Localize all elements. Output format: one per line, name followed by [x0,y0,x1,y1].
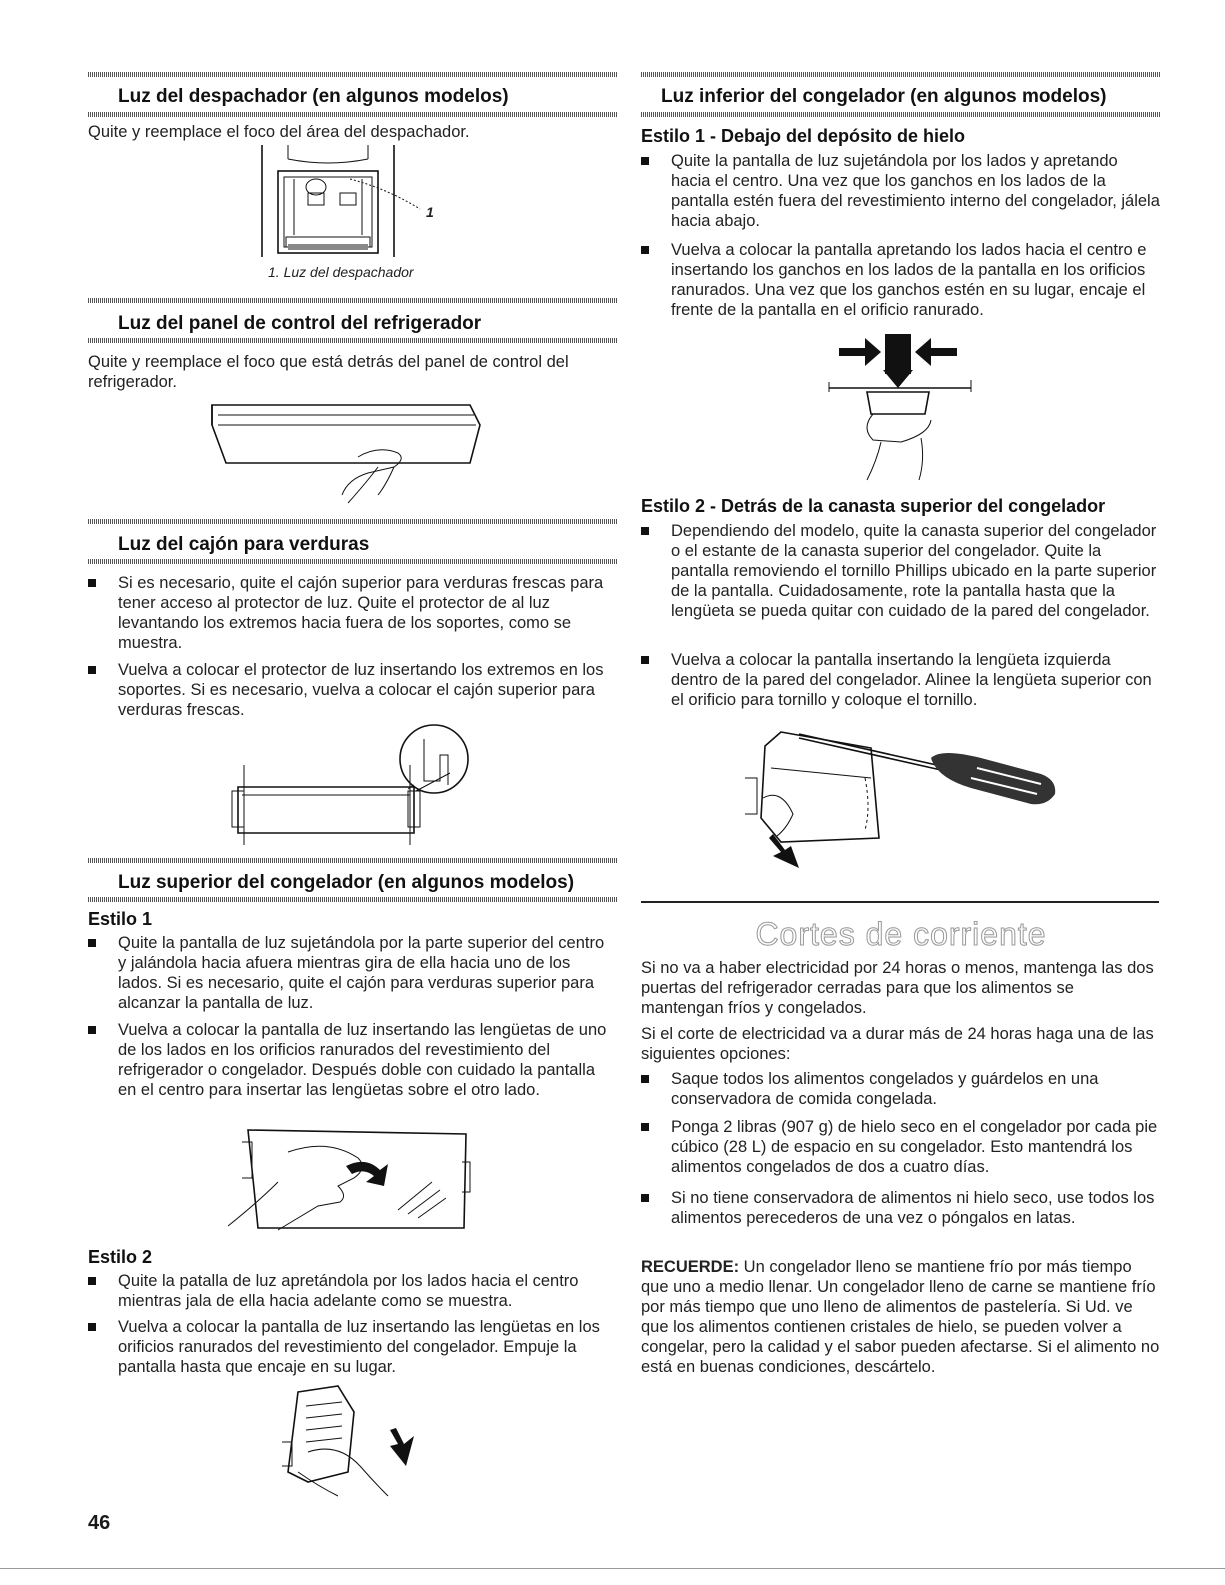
dispenser-light-text: Quite y reemplace el foco del área del despachador. [88,123,470,141]
right-column [641,0,1161,1585]
freezer-bottom-style1-bullet-1: Quite la pantalla de luz sujetándola por los lados y apretando hacia el centro. Una vez que los ganchos en los lados de la pantalla estén fuera del revestimiento interno del congelador, jálela hacia abajo. [641,151,1161,231]
section-divider [641,901,1159,903]
section-rule [641,72,1161,77]
power-outage-bullet-1: Saque todos los alimentos congelados y guárdelos en una conservadora de comida congelada. [641,1069,1161,1109]
freezer-top-style1-bullet-2: Vuelva a colocar la pantalla de luz insertando las lengüetas de uno de los lados en los orificios ranurados del revestimiento del refrigerador o congelador. Después doble con cuidado la pantalla en el centro para insertar las lengüetas sobre el otro lado. [88,1020,608,1100]
power-outage-remember [641,1257,1161,1377]
control-panel-illustration [208,395,488,515]
power-outage-title: Cortes de corriente [755,916,1047,952]
remember-text: Un congelador lleno se mantiene frío por más tiempo que uno a medio llenar. Un congelador lleno de carne se mantiene frío por más tiempo que uno lleno de alimentos de pastelería. Si Ud. ve que los alimentos contienen cristales de hielo, se pueden volver a congelar, pero la calidad y el sabor pueden afectarse. Si el alimento no está en buenas condiciones, descártelo. [641,1258,1160,1376]
freezer-bottom-style2-bullet-1: Dependiendo del modelo, quite la canasta superior del congelador o el estante de la canasta superior del congelador. Quite la pantalla removiendo el tornillo Phillips ubicado en la parte superior de la pantalla. Cuidadosamente, rote la pantalla hasta que la lengüeta se pueda quitar con cuidado de la pared del congelador. [641,521,1161,621]
freezer-top-light-title: Luz superior del congelador (en algunos modelos) [118,872,575,893]
section-rule [88,897,618,902]
power-outage-bullet-3: Si no tiene conservadora de alimentos ni hielo seco, use todos los alimentos perecederos de una vez o póngalos en latas. [641,1188,1161,1228]
dispenser-caption: 1. Luz del despachador [268,264,414,280]
section-rule [88,519,618,524]
section-rule [88,72,618,77]
section-rule [88,298,618,303]
section-rule [88,559,618,564]
freezer-bottom-light-title: Luz inferior del congelador (en algunos modelos) [661,86,1107,107]
section-rule [88,112,618,117]
page-bottom-rule [0,1568,1225,1569]
left-column [88,0,618,1585]
crisper-bullet-1: Si es necesario, quite el cajón superior para verduras frescas para tener acceso al protector de luz. Quite el protector de al luz levantando los extremos hacia fuera de los soportes, como se muestra. [88,573,608,653]
freezer-top-style2-illustration [278,1382,418,1502]
section-rule [88,338,618,343]
power-outage-paragraph-2: Si el corte de electricidad va a durar más de 24 horas haga una de las siguientes opciones: [641,1025,1154,1063]
freezer-bottom-style2-title: Estilo 2 - Detrás de la canasta superior del congelador [641,496,1106,516]
freezer-top-style1-bullet-1: Quite la pantalla de luz sujetándola por la parte superior del centro y jalándola hacia afuera mientras gira de ella hacia uno de los lados. Si es necesario, quite el cajón para verduras superior para alcanzar la pantalla de luz. [88,933,608,1013]
remember-label: RECUERDE: [641,1258,740,1276]
freezer-bottom-style1-title: Estilo 1 - Debajo del depósito de hielo [641,126,966,146]
freezer-bottom-style2-illustration [741,718,1071,888]
freezer-top-style2-bullet-1: Quite la patalla de luz apretándola por los lados hacia el centro mientras jala de ella hacia adelante como se muestra. [88,1271,608,1311]
power-outage-paragraph-1: Si no va a haber electricidad por 24 horas o menos, mantenga las dos puertas del refrigerador cerradas para que los alimentos se mantengan fríos y congelados. [641,959,1154,1017]
freezer-top-style2-bullet-2: Vuelva a colocar la pantalla de luz insertando las lengüetas en los orificios ranurados del revestimiento del congelador. Empuje la pantalla hasta que encaje en su lugar. [88,1317,608,1377]
section-rule [88,858,618,863]
freezer-bottom-style1-bullet-2: Vuelva a colocar la pantalla apretando los lados hacia el centro e insertando los ganchos en los lados de la pantalla en los orificios ranurados. Una vez que los ganchos estén en su lugar, encaje el frente de la pantalla en el orificio ranurado. [641,240,1161,320]
freezer-top-style1-title: Estilo 1 [88,909,153,929]
crisper-illustration [228,725,488,850]
crisper-light-title: Luz del cajón para verduras [118,534,370,555]
power-outage-bullet-2: Ponga 2 libras (907 g) de hielo seco en el congelador por cada pie cúbico (28 L) de espacio en su congelador. Esto mantendrá los alimentos congelados de dos a cuatro días. [641,1117,1161,1177]
freezer-top-style1-illustration [218,1122,488,1242]
dispenser-callout-number: 1 [426,204,434,220]
page-number: 46 [88,1512,111,1534]
dispenser-light-title: Luz del despachador (en algunos modelos) [118,86,509,107]
control-panel-light-text: Quite y reemplace el foco que está detrás del panel de control del refrigerador. [88,353,569,391]
section-rule [641,112,1161,117]
crisper-bullet-2: Vuelva a colocar el protector de luz insertando los extremos en los soportes. Si es necesario, vuelva a colocar el cajón superior para verduras frescas. [88,660,608,720]
freezer-bottom-style1-illustration [821,330,981,490]
control-panel-light-title: Luz del panel de control del refrigerador [118,313,482,334]
freezer-top-style2-title: Estilo 2 [88,1247,153,1267]
freezer-bottom-style2-bullet-2: Vuelva a colocar la pantalla insertando la lengüeta izquierda dentro de la pared del congelador. Alinee la lengüeta superior con el orificio para tornillo y coloque el tornillo. [641,650,1161,710]
